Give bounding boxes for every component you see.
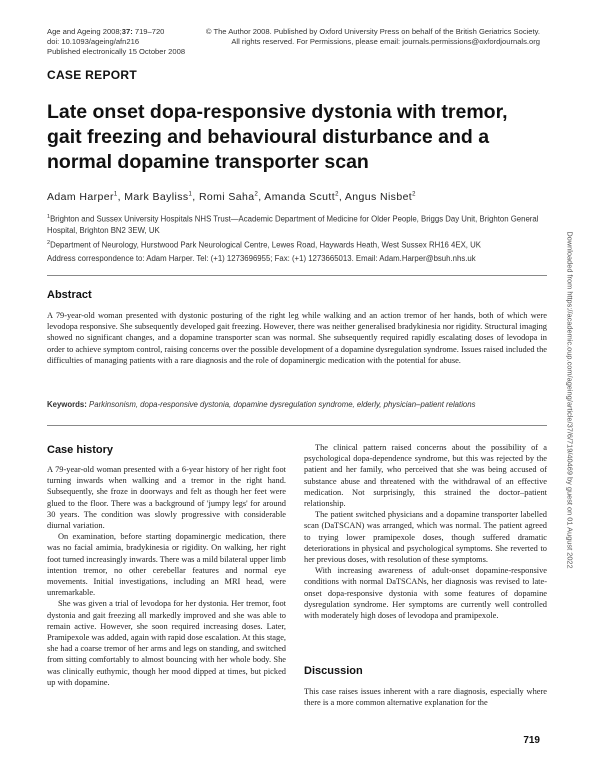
author-name: Angus Nisbet: [344, 191, 413, 203]
abstract-heading: Abstract: [47, 289, 92, 301]
paragraph: A 79-year-old woman presented with a 6-year history of her right foot turning inwards when walking and a tremor in the right hand. Subsequently, she froze in doorways and felt as though her feet were glued to the floor. There was a background of 'jumpy legs' for around 30 years. The condition was slowly progressive with considerable diurnal variation.: [47, 465, 286, 531]
download-watermark: [563, 190, 577, 610]
discussion-body: [304, 686, 547, 708]
affiliation: $^2$Department of Neurology, Hurstwood Park Neurological Centre, Lewes Road, Haywards Heath, West Sussex RH16 4EX, UK: [47, 239, 481, 250]
author-list: Adam Harper$^1$, Mark Bayliss$^1$, Romi Saha$^2$, Amanda Scutt$^2$, Angus Nisbet$^2$: [47, 191, 416, 203]
abstract-text: A 79-year-old woman presented with dystonic posturing of the right leg while walking and an action tremor of her hands, both of which were levodopa responsive. She subsequently developed gait freezing. However, there was neither generalised bradykinesia nor rigidity. Structural imaging showed no significant changes, and a dopamine transporter scan was normal. She subsequently required rapidly escalating doses of levodopa in order to achieve symptom control, raising concerns over the possible development of a dopamine dysregulation syndrome. Issues raised included the difficulties of managing patients with a rare diagnosis and the role of dopaminergic medication with the potential for abuse.: [47, 311, 547, 365]
paragraph: With increasing awareness of adult-onset dopamine-responsive conditions with normal DaTSCANs, her diagnosis was revised to late-onset dopa-responsive dystonia with some features of dopamine dysregulation syndrome. Her symptoms are currently well controlled with moderately high doses of levodopa and pramipexole.: [304, 566, 547, 621]
author-affil-mark: 1: [188, 191, 193, 198]
article-type: CASE REPORT: [47, 68, 137, 82]
affiliations: [47, 212, 547, 252]
keywords-label: Keywords:: [47, 400, 87, 409]
doi: doi: 10.1093/ageing/afn216: [47, 37, 140, 46]
case-history-body: [47, 464, 286, 688]
copyright-line: © The Author 2008. Published by Oxford University Press on behalf of the British Geriatrics Society.: [205, 27, 540, 36]
author-name: Romi Saha: [198, 191, 255, 203]
paragraph: She was given a trial of levodopa for her dystonia. Her tremor, foot dystonia and gait freezing all markedly improved and she was able to remain active. However, she soon required increasing doses. Later, Pramipexole was added, again with rapid dose escalation. At this stage, she had a coarse tremor of her arms and legs on standing, and switched from sitting comfortably to almost bouncing with her whole body. She was clinically euthymic, though her mood dipped at times, but picked up with dopamine.: [47, 599, 286, 687]
case-history-heading: Case history: [47, 444, 114, 456]
author-affil-mark: 1: [113, 191, 118, 198]
journal-name: Age and Ageing 2008;: [47, 27, 122, 36]
paragraph: This case raises issues inherent with a rare diagnosis, especially where there is a more common alternative explanation for the: [304, 687, 547, 708]
article-title: Late onset dopa-responsive dystonia with tremor, gait freezing and behavioural disturbance and a normal dopamine transporter scan: [47, 101, 508, 173]
page-number: 719: [523, 735, 540, 746]
permissions-line: All rights reserved. For Permissions, please email: journals.permissions@oxfordjournals.org: [231, 37, 540, 46]
download-notice: Downloaded from https://academic.oup.com/ageing/article/37/6/719/40469 by guest on 01 August 2022: [565, 231, 575, 569]
keywords: [47, 400, 547, 409]
author-name: Adam Harper: [47, 191, 114, 203]
volume-number: 37:: [121, 27, 133, 36]
running-header-right: [206, 27, 540, 47]
discussion-heading: Discussion: [304, 665, 363, 677]
author-affil-mark: 2: [412, 191, 416, 198]
author-affil-mark: 2: [335, 191, 339, 198]
author-name: Mark Bayliss: [124, 191, 189, 203]
affiliation: $^1$Brighton and Sussex University Hospitals NHS Trust—Academic Department of Medicine for Older People, Briggs Day Unit, Brighton General Hospital, Brighton BN2 3EW, UK: [47, 214, 539, 235]
right-column-body: [304, 442, 547, 621]
author-affil-mark: 2: [254, 191, 259, 198]
author-name: Amanda Scutt: [264, 191, 336, 203]
page-range: 719–720: [132, 27, 165, 36]
running-header-left: [47, 27, 185, 57]
paragraph: On examination, before starting dopaminergic medication, there was no facial amimia, bradykinesia or rigidity. On walking, her right foot turned increasingly inwards. There was a mild bilateral upper limb intention tremor, no other cerebellar features and normal eye movements. Initial investigations, including an MRI head, were unremarkable.: [47, 532, 286, 598]
keywords-text: Parkinsonism, dopa-responsive dystonia, dopamine dysregulation syndrome, elderly, physician–patient relations: [89, 400, 476, 409]
divider: [47, 425, 547, 426]
correspondence: Address correspondence to: Adam Harper. Tel: (+1) 1273696955; Fax: (+1) 1273665013. Email: Adam.Harper@bsuh.nhs.uk: [47, 254, 476, 263]
divider: [47, 275, 547, 276]
published-date: Published electronically 15 October 2008: [47, 47, 186, 56]
paragraph: The patient switched physicians and a dopamine transporter labelled scan (DaTSCAN) was arranged, which was normal. The patient agreed to trying lower pramipexole doses, though suffered dramatic deteriorations in physical and psychological symptoms. She reverted to her previous doses, with resolution of these symptoms.: [304, 510, 547, 565]
paragraph: The clinical pattern raised concerns about the possibility of a psychological dopa-dependence syndrome, but this was rejected by the patient and her family, who perceived that she was being accused of substance abuse and threatened with the withdrawal of an effective medication. Not surprisingly, this strained the doctor–patient relationship.: [304, 443, 547, 509]
